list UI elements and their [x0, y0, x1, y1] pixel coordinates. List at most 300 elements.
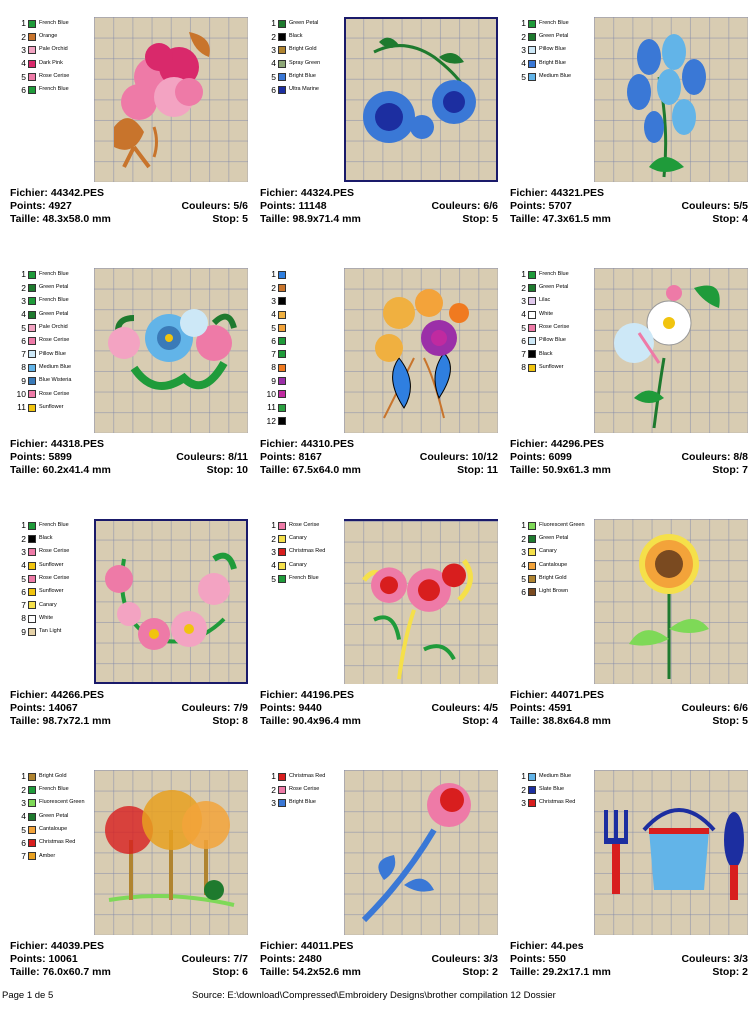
- thread-color-name: French Blue: [39, 19, 69, 26]
- thread-number: 3: [271, 295, 276, 306]
- thread-color-swatch: [28, 284, 36, 292]
- color-count: Couleurs: 10/12: [419, 451, 498, 463]
- thread-color-swatch: [28, 786, 36, 794]
- stitch-points: Points: 8167: [260, 451, 322, 463]
- design-info: [510, 187, 748, 226]
- design-card[interactable]: [258, 519, 498, 764]
- thread-number: 5: [271, 573, 276, 584]
- thread-color-row: [16, 83, 96, 96]
- thread-color-swatch: [28, 813, 36, 821]
- thread-number: 3: [21, 546, 26, 557]
- embroidery-preview[interactable]: [94, 519, 248, 684]
- thread-color-row: [16, 361, 96, 374]
- design-size: Taille: 90.4x96.4 mm: [260, 715, 361, 727]
- thread-number: 2: [271, 31, 276, 42]
- embroidery-motif: [94, 268, 248, 433]
- thread-color-name: Pillow Blue: [539, 337, 566, 344]
- thread-color-swatch: [28, 324, 36, 332]
- thread-color-swatch: [28, 799, 36, 807]
- embroidery-preview[interactable]: [344, 770, 498, 935]
- design-card[interactable]: [508, 17, 748, 262]
- thread-color-name: Amber: [39, 852, 56, 859]
- thread-color-swatch: [278, 297, 286, 305]
- thread-color-name: Dark Pink: [39, 59, 63, 66]
- embroidery-preview[interactable]: [594, 770, 748, 935]
- thread-number: 1: [521, 269, 526, 280]
- thread-color-row: [16, 268, 96, 281]
- thread-color-row: [266, 83, 346, 96]
- thread-number: 1: [21, 18, 26, 29]
- thread-color-name: French Blue: [539, 270, 569, 277]
- thread-color-name: Green Petal: [539, 33, 569, 40]
- thread-color-row: [516, 585, 596, 598]
- color-count: Couleurs: 8/11: [176, 451, 248, 463]
- thread-color-row: [516, 57, 596, 70]
- stitch-points: Points: 2480: [260, 953, 322, 965]
- thread-number: 1: [521, 18, 526, 29]
- thread-number: 7: [21, 349, 26, 360]
- file-name: Fichier: 44310.PES: [260, 438, 354, 450]
- thread-color-name: Pale Orchid: [39, 324, 68, 331]
- thread-color-row: [266, 770, 346, 783]
- design-info: [510, 689, 748, 728]
- thread-color-name: Rose Cerise: [289, 786, 320, 793]
- thread-number: 5: [21, 322, 26, 333]
- thread-color-name: Medium Blue: [39, 363, 72, 370]
- thread-number: 4: [21, 811, 26, 822]
- thread-number: 6: [271, 84, 276, 95]
- thread-number: 2: [271, 533, 276, 544]
- thread-color-row: [516, 17, 596, 30]
- thread-color-name: Tan Light: [39, 628, 62, 635]
- thread-color-row: [266, 334, 346, 347]
- thread-color-swatch: [28, 86, 36, 94]
- thread-number: 2: [21, 533, 26, 544]
- thread-color-swatch: [28, 852, 36, 860]
- thread-color-row: [516, 546, 596, 559]
- thread-color-swatch: [528, 20, 536, 28]
- thread-number: 1: [271, 269, 276, 280]
- color-count: Couleurs: 5/6: [181, 200, 248, 212]
- thread-color-row: [16, 612, 96, 625]
- thread-color-row: [516, 783, 596, 796]
- thread-color-swatch: [278, 417, 286, 425]
- thread-color-swatch: [528, 575, 536, 583]
- thread-color-name: Black: [39, 535, 53, 542]
- thread-color-swatch: [528, 284, 536, 292]
- thread-color-row: [516, 70, 596, 83]
- embroidery-preview[interactable]: [94, 268, 248, 433]
- thread-color-row: [16, 388, 96, 401]
- thread-number: 1: [271, 771, 276, 782]
- thread-color-name: French Blue: [39, 297, 69, 304]
- thread-color-row: [16, 334, 96, 347]
- design-size: Taille: 67.5x64.0 mm: [260, 464, 361, 476]
- thread-color-swatch: [528, 60, 536, 68]
- thread-color-swatch: [28, 337, 36, 345]
- thread-color-name: French Blue: [539, 19, 569, 26]
- thread-color-row: [266, 281, 346, 294]
- thread-color-row: [516, 334, 596, 347]
- thread-color-row: [16, 797, 96, 810]
- thread-color-row: [266, 374, 346, 387]
- thread-number: 3: [521, 44, 526, 55]
- thread-number: 4: [521, 58, 526, 69]
- thread-color-name: Rose Cerise: [289, 521, 320, 528]
- thread-color-name: Fluorescent Green: [39, 799, 85, 806]
- thread-color-row: [16, 625, 96, 638]
- embroidery-motif: [594, 268, 748, 433]
- thread-color-swatch: [28, 522, 36, 530]
- file-name: Fichier: 44196.PES: [260, 689, 354, 701]
- design-card[interactable]: [508, 268, 748, 513]
- thread-color-swatch: [278, 350, 286, 358]
- design-card[interactable]: [8, 268, 248, 513]
- file-name: Fichier: 44296.PES: [510, 438, 604, 450]
- thread-number: 2: [21, 784, 26, 795]
- file-name: Fichier: 44321.PES: [510, 187, 604, 199]
- thread-color-row: [16, 401, 96, 414]
- thread-number: 3: [521, 797, 526, 808]
- thread-color-swatch: [28, 588, 36, 596]
- file-name: Fichier: 44.pes: [510, 940, 584, 952]
- file-name: Fichier: 44266.PES: [10, 689, 104, 701]
- thread-color-row: [16, 308, 96, 321]
- design-info: [260, 438, 498, 477]
- thread-color-swatch: [278, 390, 286, 398]
- thread-color-row: [516, 295, 596, 308]
- thread-color-swatch: [28, 20, 36, 28]
- color-count: Couleurs: 3/3: [431, 953, 498, 965]
- stop-count: Stop: 2: [462, 966, 498, 978]
- thread-color-name: Spray Green: [289, 59, 321, 66]
- thread-color-row: [266, 44, 346, 57]
- thread-color-row: [266, 17, 346, 30]
- thread-number: 6: [21, 837, 26, 848]
- color-count: Couleurs: 4/5: [431, 702, 498, 714]
- thread-color-row: [16, 585, 96, 598]
- design-size: Taille: 60.2x41.4 mm: [10, 464, 111, 476]
- thread-number: 1: [21, 520, 26, 531]
- thread-color-row: [266, 321, 346, 334]
- thread-color-name: Pale Orchid: [39, 46, 68, 53]
- thread-color-swatch: [28, 73, 36, 81]
- stop-count: Stop: 5: [462, 213, 498, 225]
- embroidery-preview[interactable]: [344, 268, 498, 433]
- thread-number: 5: [271, 71, 276, 82]
- thread-number: 4: [21, 560, 26, 571]
- thread-color-legend: [266, 519, 346, 585]
- thread-color-row: [516, 797, 596, 810]
- thread-color-swatch: [28, 615, 36, 623]
- thread-color-swatch: [278, 522, 286, 530]
- thread-color-swatch: [28, 271, 36, 279]
- design-size: Taille: 38.8x64.8 mm: [510, 715, 611, 727]
- embroidery-preview[interactable]: [344, 17, 498, 182]
- thread-color-row: [16, 532, 96, 545]
- thread-color-row: [266, 361, 346, 374]
- thread-color-swatch: [278, 271, 286, 279]
- thread-color-name: Pillow Blue: [539, 46, 566, 53]
- thread-number: 12: [266, 415, 276, 426]
- thread-number: 8: [271, 362, 276, 373]
- thread-color-name: Medium Blue: [539, 772, 572, 779]
- stitch-points: Points: 10061: [10, 953, 78, 965]
- stop-count: Stop: 8: [212, 715, 248, 727]
- thread-color-swatch: [28, 575, 36, 583]
- thread-number: 6: [271, 335, 276, 346]
- stop-count: Stop: 2: [712, 966, 748, 978]
- stitch-points: Points: 14067: [10, 702, 78, 714]
- thread-color-swatch: [28, 773, 36, 781]
- embroidery-motif: [344, 268, 498, 433]
- thread-color-swatch: [278, 33, 286, 41]
- embroidery-motif: [344, 17, 498, 182]
- thread-color-swatch: [528, 773, 536, 781]
- thread-color-row: [266, 308, 346, 321]
- design-size: Taille: 98.9x71.4 mm: [260, 213, 361, 225]
- embroidery-motif: [594, 770, 748, 935]
- design-card[interactable]: [258, 17, 498, 262]
- thread-color-name: Bright Gold: [39, 772, 67, 779]
- thread-color-swatch: [278, 364, 286, 372]
- design-info: [510, 438, 748, 477]
- thread-color-name: Bright Gold: [539, 575, 567, 582]
- thread-color-swatch: [28, 390, 36, 398]
- thread-color-row: [516, 308, 596, 321]
- embroidery-preview[interactable]: [94, 17, 248, 182]
- thread-color-name: Sunflower: [539, 363, 564, 370]
- thread-number: 6: [21, 84, 26, 95]
- thread-color-name: Black: [289, 33, 303, 40]
- design-size: Taille: 98.7x72.1 mm: [10, 715, 111, 727]
- thread-number: 3: [271, 546, 276, 557]
- thread-number: 4: [271, 309, 276, 320]
- file-name: Fichier: 44324.PES: [260, 187, 354, 199]
- thread-color-swatch: [528, 33, 536, 41]
- thread-color-swatch: [278, 73, 286, 81]
- thread-number: 1: [521, 771, 526, 782]
- thread-color-row: [266, 348, 346, 361]
- design-info: [10, 438, 248, 477]
- design-info: [10, 689, 248, 728]
- thread-color-row: [516, 281, 596, 294]
- thread-number: 3: [271, 44, 276, 55]
- thread-color-row: [266, 572, 346, 585]
- design-size: Taille: 50.9x61.3 mm: [510, 464, 611, 476]
- file-name: Fichier: 44011.PES: [260, 940, 354, 952]
- thread-color-swatch: [278, 311, 286, 319]
- thread-color-row: [16, 770, 96, 783]
- thread-color-name: Cantaloupe: [39, 826, 68, 833]
- thread-color-swatch: [278, 773, 286, 781]
- thread-color-swatch: [278, 46, 286, 54]
- thread-color-row: [16, 17, 96, 30]
- thread-color-name: Christmas Red: [289, 548, 326, 555]
- thread-color-name: Canary: [289, 535, 307, 542]
- design-card[interactable]: [8, 770, 248, 1015]
- thread-color-row: [516, 572, 596, 585]
- thread-color-swatch: [28, 46, 36, 54]
- stitch-points: Points: 9440: [260, 702, 322, 714]
- thread-color-swatch: [528, 324, 536, 332]
- thread-color-swatch: [278, 548, 286, 556]
- thread-number: 4: [271, 560, 276, 571]
- stop-count: Stop: 11: [457, 464, 498, 476]
- color-count: Couleurs: 5/5: [681, 200, 748, 212]
- thread-number: 5: [271, 322, 276, 333]
- thread-color-name: French Blue: [289, 575, 319, 582]
- thread-color-row: [516, 519, 596, 532]
- thread-color-row: [16, 599, 96, 612]
- embroidery-preview[interactable]: [594, 519, 748, 684]
- design-card[interactable]: [258, 268, 498, 513]
- thread-color-name: Bright Blue: [539, 59, 566, 66]
- thread-color-row: [16, 57, 96, 70]
- thread-color-row: [16, 321, 96, 334]
- thread-color-swatch: [28, 377, 36, 385]
- stitch-points: Points: 4591: [510, 702, 572, 714]
- thread-color-row: [16, 783, 96, 796]
- design-size: Taille: 47.3x61.5 mm: [510, 213, 611, 225]
- thread-color-swatch: [528, 73, 536, 81]
- thread-color-name: Canary: [289, 561, 307, 568]
- thread-number: 2: [521, 784, 526, 795]
- thread-color-name: Black: [539, 350, 553, 357]
- design-card[interactable]: [508, 519, 748, 764]
- thread-color-row: [16, 810, 96, 823]
- design-size: Taille: 48.3x58.0 mm: [10, 213, 111, 225]
- thread-color-row: [266, 559, 346, 572]
- thread-color-swatch: [278, 60, 286, 68]
- thread-color-row: [266, 532, 346, 545]
- thread-color-swatch: [28, 562, 36, 570]
- embroidery-preview[interactable]: [594, 17, 748, 182]
- thread-color-swatch: [278, 575, 286, 583]
- thread-color-row: [266, 414, 346, 427]
- thread-color-swatch: [528, 271, 536, 279]
- stop-count: Stop: 5: [212, 213, 248, 225]
- thread-color-swatch: [28, 60, 36, 68]
- thread-color-swatch: [28, 628, 36, 636]
- thread-color-row: [266, 30, 346, 43]
- stitch-points: Points: 5707: [510, 200, 572, 212]
- thread-number: 4: [21, 309, 26, 320]
- design-info: [260, 940, 498, 979]
- color-count: Couleurs: 7/9: [181, 702, 248, 714]
- thread-color-legend: [16, 770, 96, 863]
- thread-color-swatch: [528, 311, 536, 319]
- embroidery-preview[interactable]: [344, 519, 498, 684]
- thread-color-name: Ultra Marine: [289, 86, 319, 93]
- design-card[interactable]: [8, 17, 248, 262]
- thread-color-row: [16, 546, 96, 559]
- embroidery-preview[interactable]: [94, 770, 248, 935]
- thread-color-name: Christmas Red: [289, 772, 326, 779]
- thread-color-row: [266, 70, 346, 83]
- source-path: Source: E:\download\Compressed\Embroidery Designs\brother compilation 12 Dossier: [192, 990, 556, 1001]
- color-count: Couleurs: 8/8: [681, 451, 748, 463]
- thread-color-name: Light Brown: [539, 588, 569, 595]
- thread-color-row: [16, 559, 96, 572]
- thread-color-name: Fluorescent Green: [539, 521, 585, 528]
- thread-color-swatch: [528, 588, 536, 596]
- thread-color-row: [16, 836, 96, 849]
- thread-color-swatch: [28, 364, 36, 372]
- thread-color-swatch: [278, 562, 286, 570]
- thread-color-name: Orange: [39, 33, 58, 40]
- thread-number: 1: [271, 520, 276, 531]
- thread-number: 3: [21, 797, 26, 808]
- embroidery-motif: [94, 770, 248, 935]
- thread-color-row: [516, 44, 596, 57]
- thread-number: 5: [521, 322, 526, 333]
- thread-number: 3: [271, 797, 276, 808]
- embroidery-motif: [594, 17, 748, 182]
- thread-color-row: [266, 519, 346, 532]
- embroidery-motif: [344, 521, 498, 684]
- thread-color-swatch: [278, 377, 286, 385]
- thread-number: 2: [521, 533, 526, 544]
- thread-color-swatch: [528, 522, 536, 530]
- embroidery-preview[interactable]: [594, 268, 748, 433]
- thread-color-name: Pillow Blue: [39, 350, 66, 357]
- thread-number: 2: [271, 282, 276, 293]
- design-card[interactable]: [508, 770, 748, 1015]
- thread-color-swatch: [278, 324, 286, 332]
- file-name: Fichier: 44318.PES: [10, 438, 104, 450]
- thread-color-legend: [16, 519, 96, 639]
- design-card[interactable]: [8, 519, 248, 764]
- thread-color-row: [516, 30, 596, 43]
- color-count: Couleurs: 7/7: [181, 953, 248, 965]
- thread-color-row: [16, 348, 96, 361]
- thread-color-row: [266, 546, 346, 559]
- thread-color-row: [266, 295, 346, 308]
- thread-color-row: [266, 401, 346, 414]
- file-name: Fichier: 44342.PES: [10, 187, 104, 199]
- design-card[interactable]: [258, 770, 498, 1015]
- thread-color-swatch: [278, 786, 286, 794]
- stitch-points: Points: 5899: [10, 451, 72, 463]
- thread-number: 11: [267, 402, 276, 413]
- thread-color-legend: [266, 268, 346, 428]
- thread-number: 7: [271, 349, 276, 360]
- thread-color-swatch: [528, 297, 536, 305]
- thread-color-name: Green Petal: [289, 19, 319, 26]
- thread-color-row: [516, 559, 596, 572]
- embroidery-motif: [94, 519, 248, 684]
- thread-number: 5: [21, 573, 26, 584]
- thread-color-row: [266, 268, 346, 281]
- thread-color-name: Cantaloupe: [539, 561, 568, 568]
- thread-color-legend: [266, 17, 346, 97]
- thread-number: 3: [21, 44, 26, 55]
- page-footer: [0, 988, 750, 1003]
- color-count: Couleurs: 6/6: [681, 702, 748, 714]
- thread-color-row: [16, 374, 96, 387]
- file-name: Fichier: 44039.PES: [10, 940, 104, 952]
- thread-number: 2: [521, 282, 526, 293]
- thread-color-row: [16, 295, 96, 308]
- thread-number: 7: [521, 349, 526, 360]
- thread-number: 7: [21, 851, 26, 862]
- thread-color-legend: [516, 17, 596, 83]
- thread-color-swatch: [278, 337, 286, 345]
- color-count: Couleurs: 6/6: [431, 200, 498, 212]
- thread-color-name: White: [539, 310, 554, 317]
- thread-color-row: [16, 30, 96, 43]
